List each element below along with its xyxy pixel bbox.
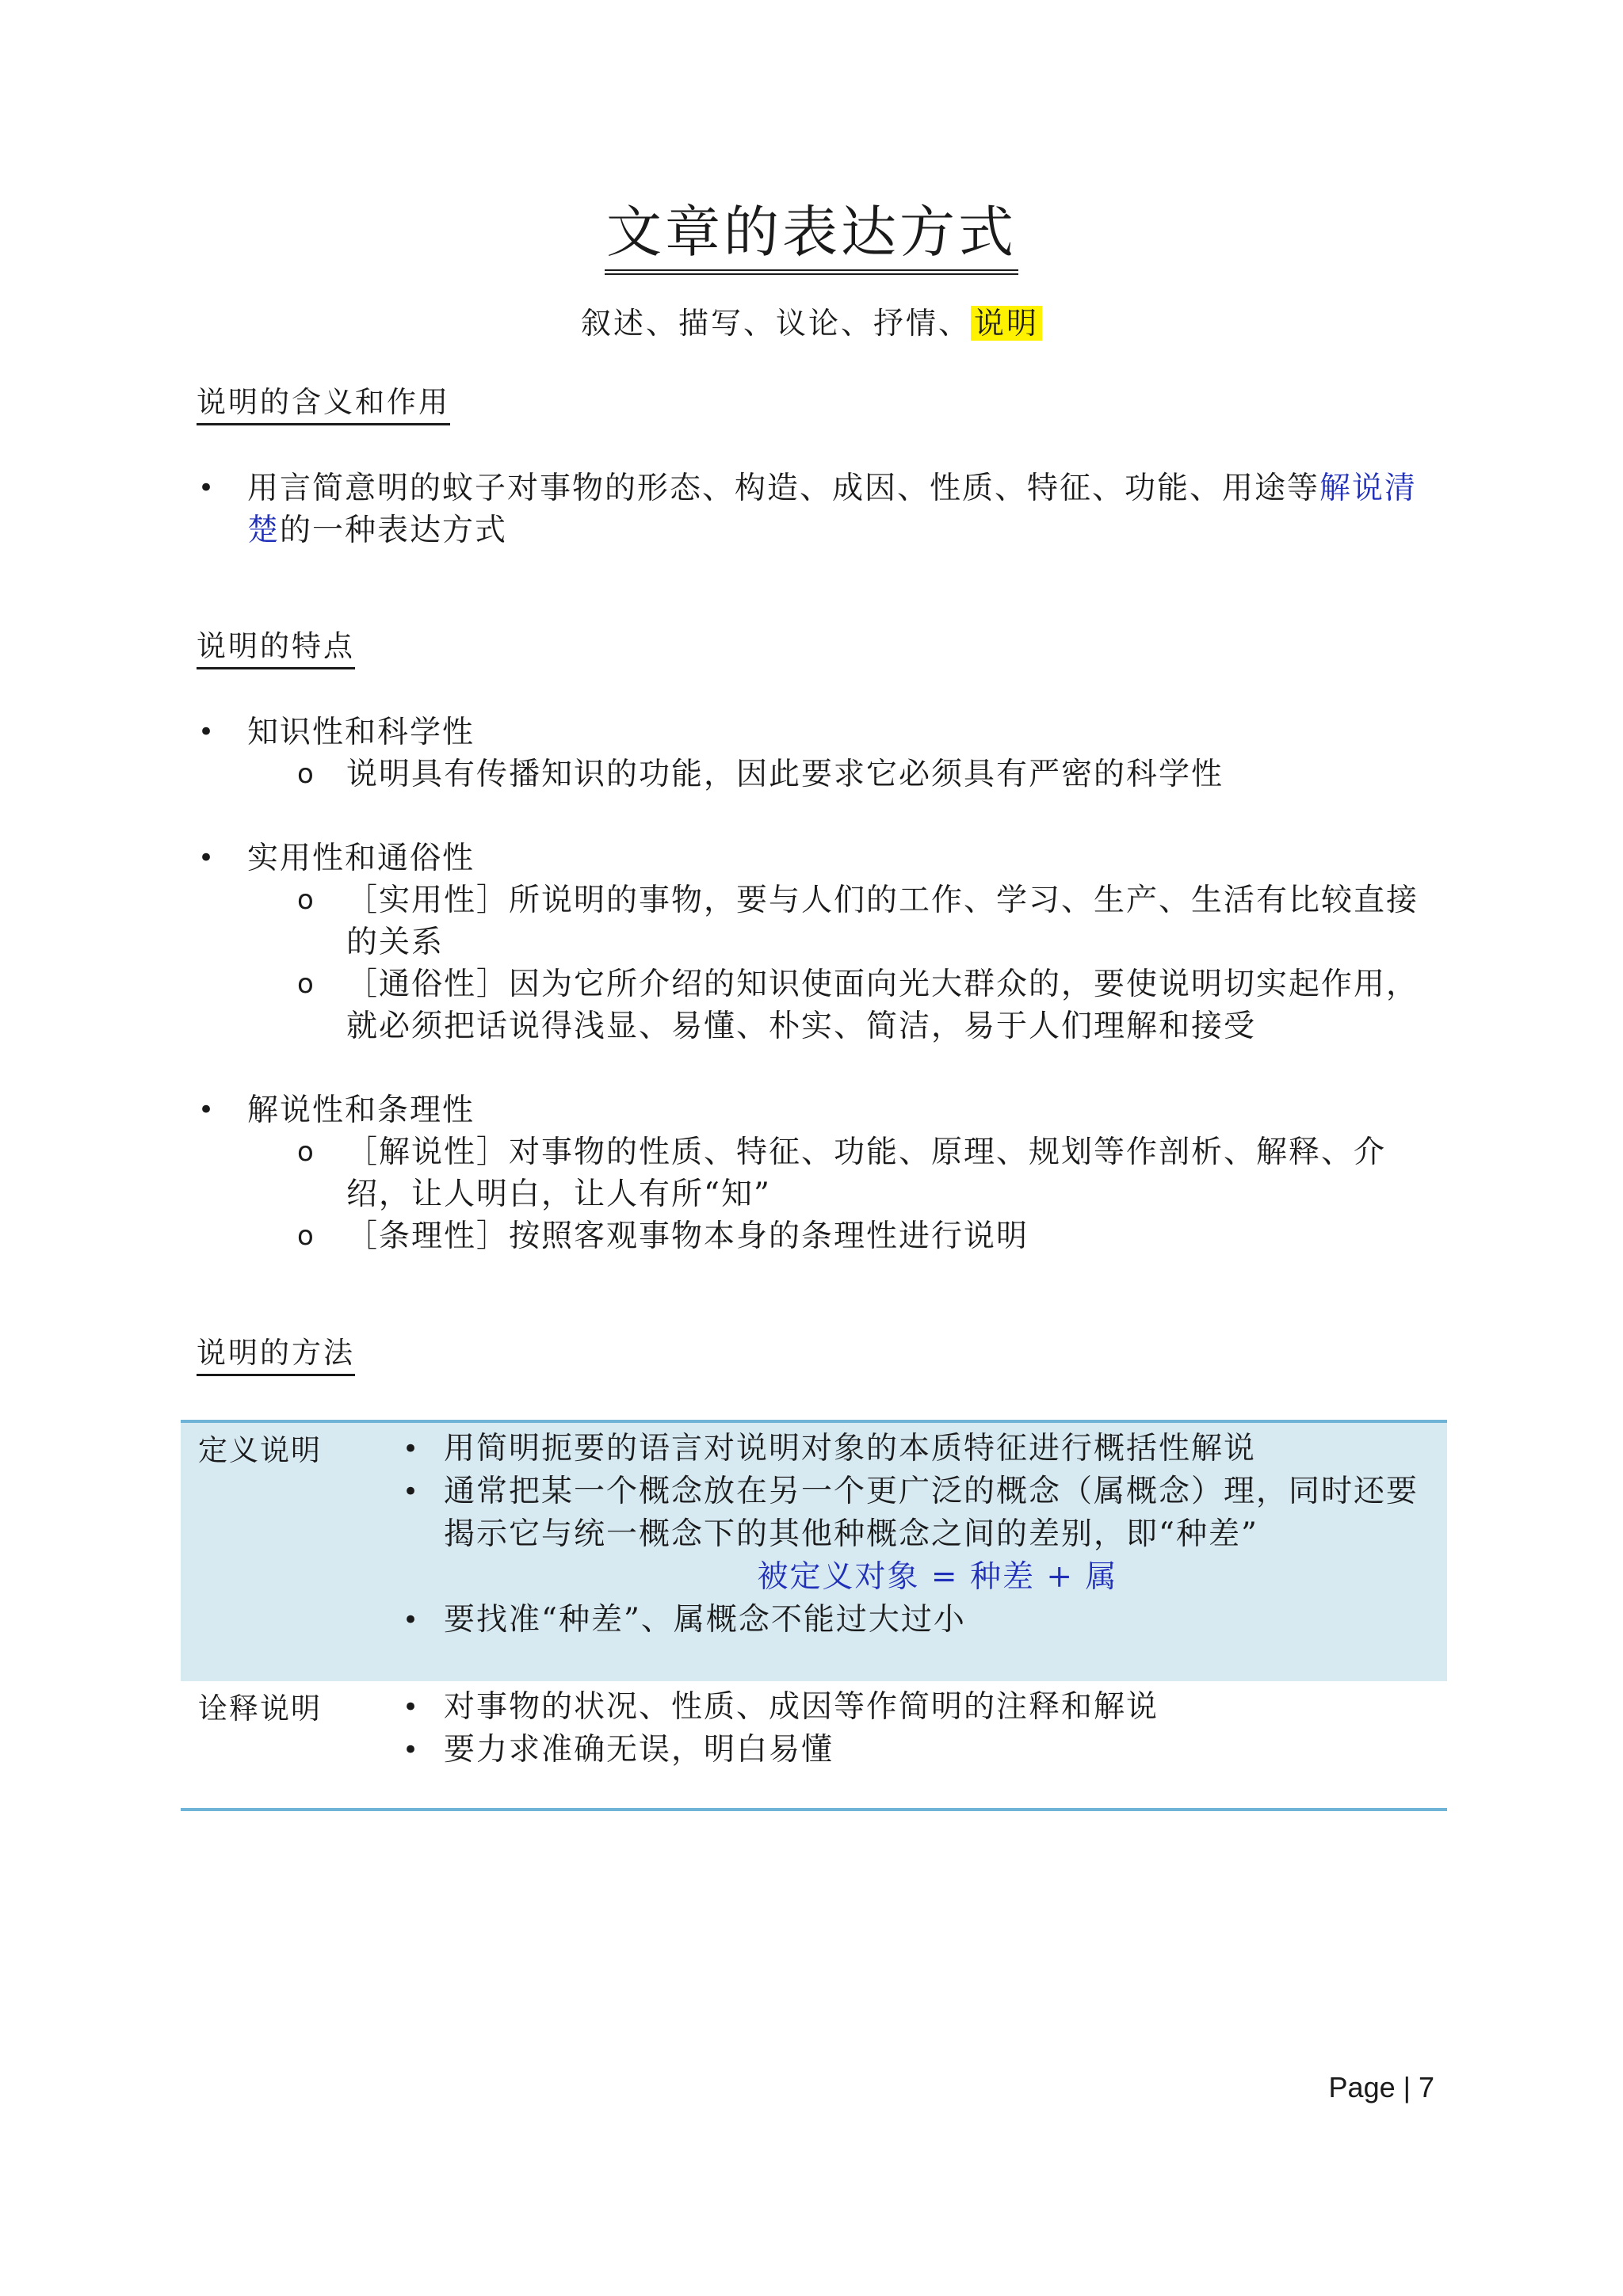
sub-list-item [197,963,1449,1047]
bullet-icon: • [403,1604,421,1636]
circle-bullet-icon: o [297,758,315,790]
circle-bullet-icon: o [297,1136,315,1168]
definition-formula: 被定义对象 = 种差 + 属 [757,1559,1118,1595]
meaning-text-before: 用言简意明的蚊子对事物的形态、构造、成因、性质、特征、功能、用途等 [247,471,1320,506]
bullet-icon: • [198,1094,216,1126]
bullet-icon: • [198,716,216,748]
method-item-text: 要找准“种差”、属概念不能过大过小 [444,1602,966,1638]
method-item-text: 要力求准确无误，明白易懂 [444,1732,834,1768]
list-item [197,837,1449,879]
list-item [388,1470,1431,1556]
list-item [197,711,1449,753]
meaning-text-blue: 解说清楚 [247,471,1418,548]
page-number: Page | 7 [1328,2071,1434,2103]
circle-bullet-icon: o [297,1220,315,1252]
method-body [388,1686,1447,1808]
section-heading-features: 说明的特点 [197,626,355,669]
page-title-text: 文章的表达方式 [605,196,1018,275]
sub-list-item [197,1215,1449,1257]
subtitle [0,299,1623,347]
sub-list-item [197,753,1449,795]
table-row [181,1423,1447,1681]
features-group-title: 实用性和通俗性 [247,841,475,876]
features-group-3 [197,1089,1449,1257]
features-item-text: ［解说性］对事物的性质、特征、功能、原理、规划等作剖析、解释、介绍，让人明白，让人有所“知” [346,1135,1387,1212]
subtitle-highlight: 说明 [971,306,1042,341]
bullet-icon: • [403,1691,421,1723]
section-heading-meaning: 说明的含义和作用 [197,382,450,425]
section-heading-methods: 说明的方法 [197,1333,355,1376]
bullet-icon: • [403,1476,421,1508]
circle-bullet-icon: o [297,884,315,916]
features-group-title: 知识性和科学性 [247,715,475,750]
bullet-icon: • [403,1433,421,1465]
subtitle-prefix: 叙述、描写、议论、抒情、 [580,306,971,341]
features-group-title: 解说性和条理性 [247,1093,475,1128]
bullet-icon: • [198,472,216,504]
features-item-text: ［实用性］所说明的事物，要与人们的工作、学习、生产、生活有比较直接的关系 [346,883,1419,960]
bullet-icon: • [198,842,216,874]
list-item [197,1089,1449,1131]
method-body [388,1428,1447,1681]
page-title [0,196,1623,275]
section-meaning-list [197,467,1449,551]
method-label: 诠释说明 [198,1691,322,1726]
list-item [388,1729,1431,1772]
list-item [197,467,1449,551]
method-item-text: 通常把某一个概念放在另一个更广泛的概念（属概念）理，同时还要揭示它与统一概念下的其他种概念之间的差别，即“种差” [444,1474,1419,1552]
methods-table [181,1420,1447,1811]
method-item-text: 对事物的状况、性质、成因等作简明的注释和解说 [444,1689,1159,1725]
features-item-text: ［通俗性］因为它所介绍的知识使面向光大群众的，要使说明切实起作用，就必须把话说得浅显、易懂、朴实、简洁，易于人们理解和接受 [346,967,1419,1044]
method-item-text: 用简明扼要的语言对说明对象的本质特征进行概括性解说 [444,1431,1257,1466]
list-item [388,1686,1431,1729]
method-label: 定义说明 [198,1433,322,1467]
table-row [181,1681,1447,1808]
circle-bullet-icon: o [297,968,315,1000]
bullet-icon: • [403,1734,421,1766]
features-group-1 [197,711,1449,795]
features-group-2 [197,837,1449,1047]
meaning-text-after: 的一种表达方式 [280,513,508,548]
sub-list-item [197,879,1449,963]
sub-list-item [197,1131,1449,1215]
features-item-text: ［条理性］按照客观事物本身的条理性进行说明 [346,1219,1029,1254]
list-item [388,1428,1431,1470]
list-item [388,1599,1431,1642]
features-item-text: 说明具有传播知识的功能，因此要求它必须具有严密的科学性 [346,757,1224,792]
